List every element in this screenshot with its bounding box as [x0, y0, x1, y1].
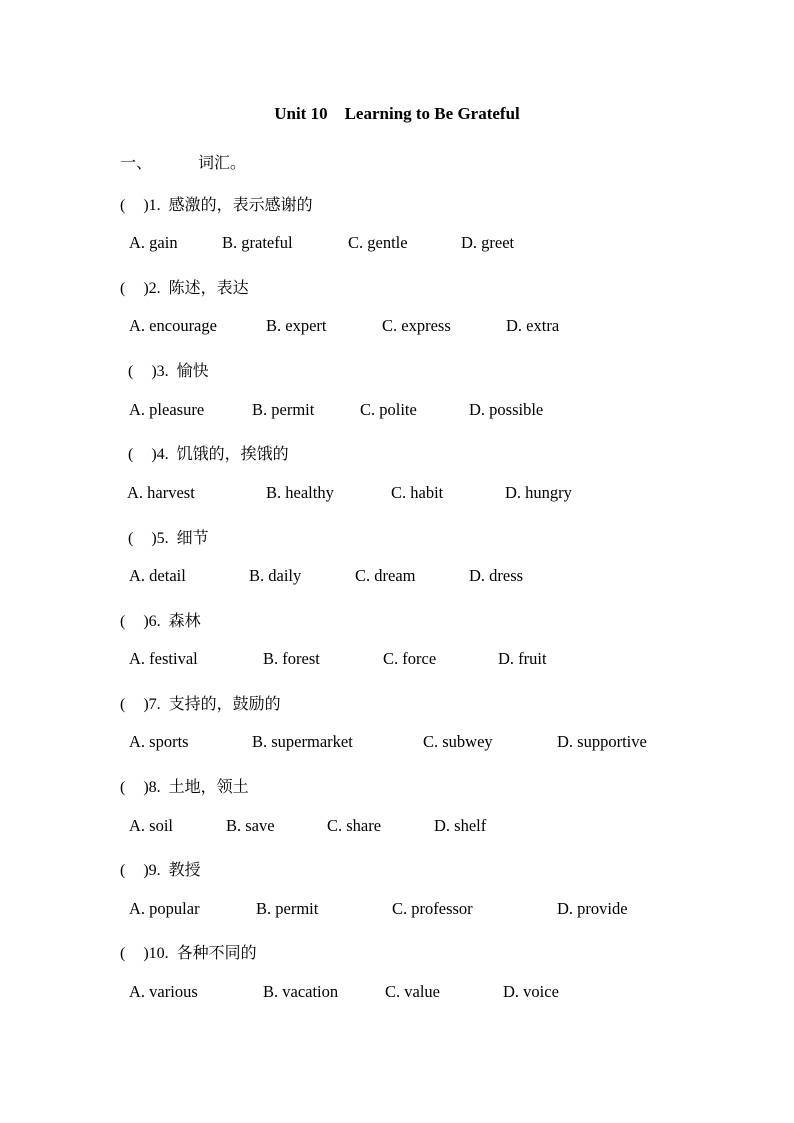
- question-number: 8.: [148, 779, 161, 796]
- question-10-option-d: D. voice: [503, 982, 559, 1001]
- question-prompt: 教授: [168, 860, 201, 879]
- question-1-option-b: B. grateful: [222, 233, 293, 252]
- question-9-option-b: B. permit: [256, 899, 319, 918]
- answer-blank-open: (: [120, 197, 126, 214]
- question-10-option-a: A. various: [129, 982, 198, 1001]
- question-7-option-b: B. supermarket: [252, 732, 353, 751]
- question-9-option-d: D. provide: [557, 899, 628, 918]
- question-5-option-c: C. dream: [355, 566, 416, 585]
- question-10-option-c: C. value: [385, 982, 440, 1001]
- question-7-option-a: A. sports: [129, 732, 189, 751]
- question-9: [120, 857, 201, 880]
- question-1-option-d: D. greet: [461, 233, 515, 252]
- section-heading: [120, 150, 246, 173]
- question-3-option-d: D. possible: [469, 400, 544, 419]
- question-number: 7.: [148, 696, 161, 713]
- question-number: 2.: [148, 280, 161, 297]
- answer-blank-open: (: [128, 446, 134, 463]
- question-10: [120, 940, 257, 963]
- answer-blank-open: (: [120, 862, 126, 879]
- question-8-option-b: B. save: [226, 816, 275, 835]
- question-2: [120, 275, 249, 298]
- question-prompt: 细节: [176, 528, 209, 547]
- question-4-option-b: B. healthy: [266, 483, 334, 502]
- question-number: 9.: [148, 862, 161, 879]
- question-number: 5.: [156, 530, 169, 547]
- question-prompt: 森林: [168, 611, 201, 630]
- question-3-option-c: C. polite: [360, 400, 417, 419]
- answer-blank-close: ): [143, 696, 149, 713]
- question-5-option-a: A. detail: [129, 566, 186, 585]
- question-number: 10.: [148, 945, 169, 962]
- answer-blank-open: (: [128, 530, 134, 547]
- question-6-option-b: B. forest: [263, 649, 320, 668]
- question-6-option-d: D. fruit: [498, 649, 547, 668]
- answer-blank-close: ): [143, 197, 149, 214]
- question-10-option-b: B. vacation: [263, 982, 339, 1001]
- question-5: [128, 525, 209, 548]
- question-prompt: 各种不同的: [176, 943, 257, 962]
- question-prompt: 感激的，表示感谢的: [168, 195, 313, 214]
- answer-blank-open: (: [120, 280, 126, 297]
- question-3-option-a: A. pleasure: [129, 400, 205, 419]
- question-number: 1.: [148, 197, 161, 214]
- question-6-option-a: A. festival: [129, 649, 198, 668]
- question-7: [120, 691, 281, 714]
- answer-blank-close: ): [143, 779, 149, 796]
- question-9-option-c: C. professor: [392, 899, 473, 918]
- question-4: [128, 441, 289, 464]
- question-6-option-c: C. force: [383, 649, 437, 668]
- question-1-option-c: C. gentle: [348, 233, 408, 252]
- answer-blank-close: ): [151, 446, 157, 463]
- question-2-option-a: A. encourage: [129, 316, 217, 335]
- answer-blank-open: (: [120, 945, 126, 962]
- question-8-option-c: C. share: [327, 816, 382, 835]
- question-1: [120, 192, 313, 215]
- question-2-option-b: B. expert: [266, 316, 327, 335]
- answer-blank-open: (: [120, 779, 126, 796]
- question-4-option-d: D. hungry: [505, 483, 572, 502]
- question-prompt: 陈述，表达: [168, 278, 249, 297]
- page-title: Unit 10 Learning to Be Grateful: [274, 104, 520, 123]
- question-7-option-c: C. subwey: [423, 732, 493, 751]
- question-9-option-a: A. popular: [129, 899, 200, 918]
- answer-blank-open: (: [120, 613, 126, 630]
- answer-blank-close: ): [143, 862, 149, 879]
- question-3: [128, 358, 209, 381]
- question-2-option-c: C. express: [382, 316, 451, 335]
- question-5-option-d: D. dress: [469, 566, 524, 585]
- answer-blank-close: ): [151, 530, 157, 547]
- section-number: 一、: [120, 153, 153, 172]
- question-7-option-d: D. supportive: [557, 732, 647, 751]
- question-4-option-a: A. harvest: [127, 483, 195, 502]
- question-1-option-a: A. gain: [129, 233, 178, 252]
- answer-blank-open: (: [128, 363, 134, 380]
- answer-blank-close: ): [143, 280, 149, 297]
- question-prompt: 土地，领土: [168, 777, 249, 796]
- question-8-option-d: D. shelf: [434, 816, 487, 835]
- answer-blank-close: ): [143, 613, 149, 630]
- question-3-option-b: B. permit: [252, 400, 315, 419]
- answer-blank-close: ): [143, 945, 149, 962]
- question-4-option-c: C. habit: [391, 483, 444, 502]
- answer-blank-close: ): [151, 363, 157, 380]
- question-number: 4.: [156, 446, 169, 463]
- question-2-option-d: D. extra: [506, 316, 560, 335]
- answer-blank-open: (: [120, 696, 126, 713]
- question-8: [120, 774, 249, 797]
- question-8-option-a: A. soil: [129, 816, 174, 835]
- question-number: 6.: [148, 613, 161, 630]
- section-label: 词汇。: [198, 153, 247, 172]
- question-prompt: 饥饿的，挨饿的: [176, 444, 289, 463]
- question-6: [120, 608, 201, 631]
- question-prompt: 支持的，鼓励的: [168, 694, 281, 713]
- question-prompt: 愉快: [176, 361, 209, 380]
- question-5-option-b: B. daily: [249, 566, 302, 585]
- question-number: 3.: [156, 363, 169, 380]
